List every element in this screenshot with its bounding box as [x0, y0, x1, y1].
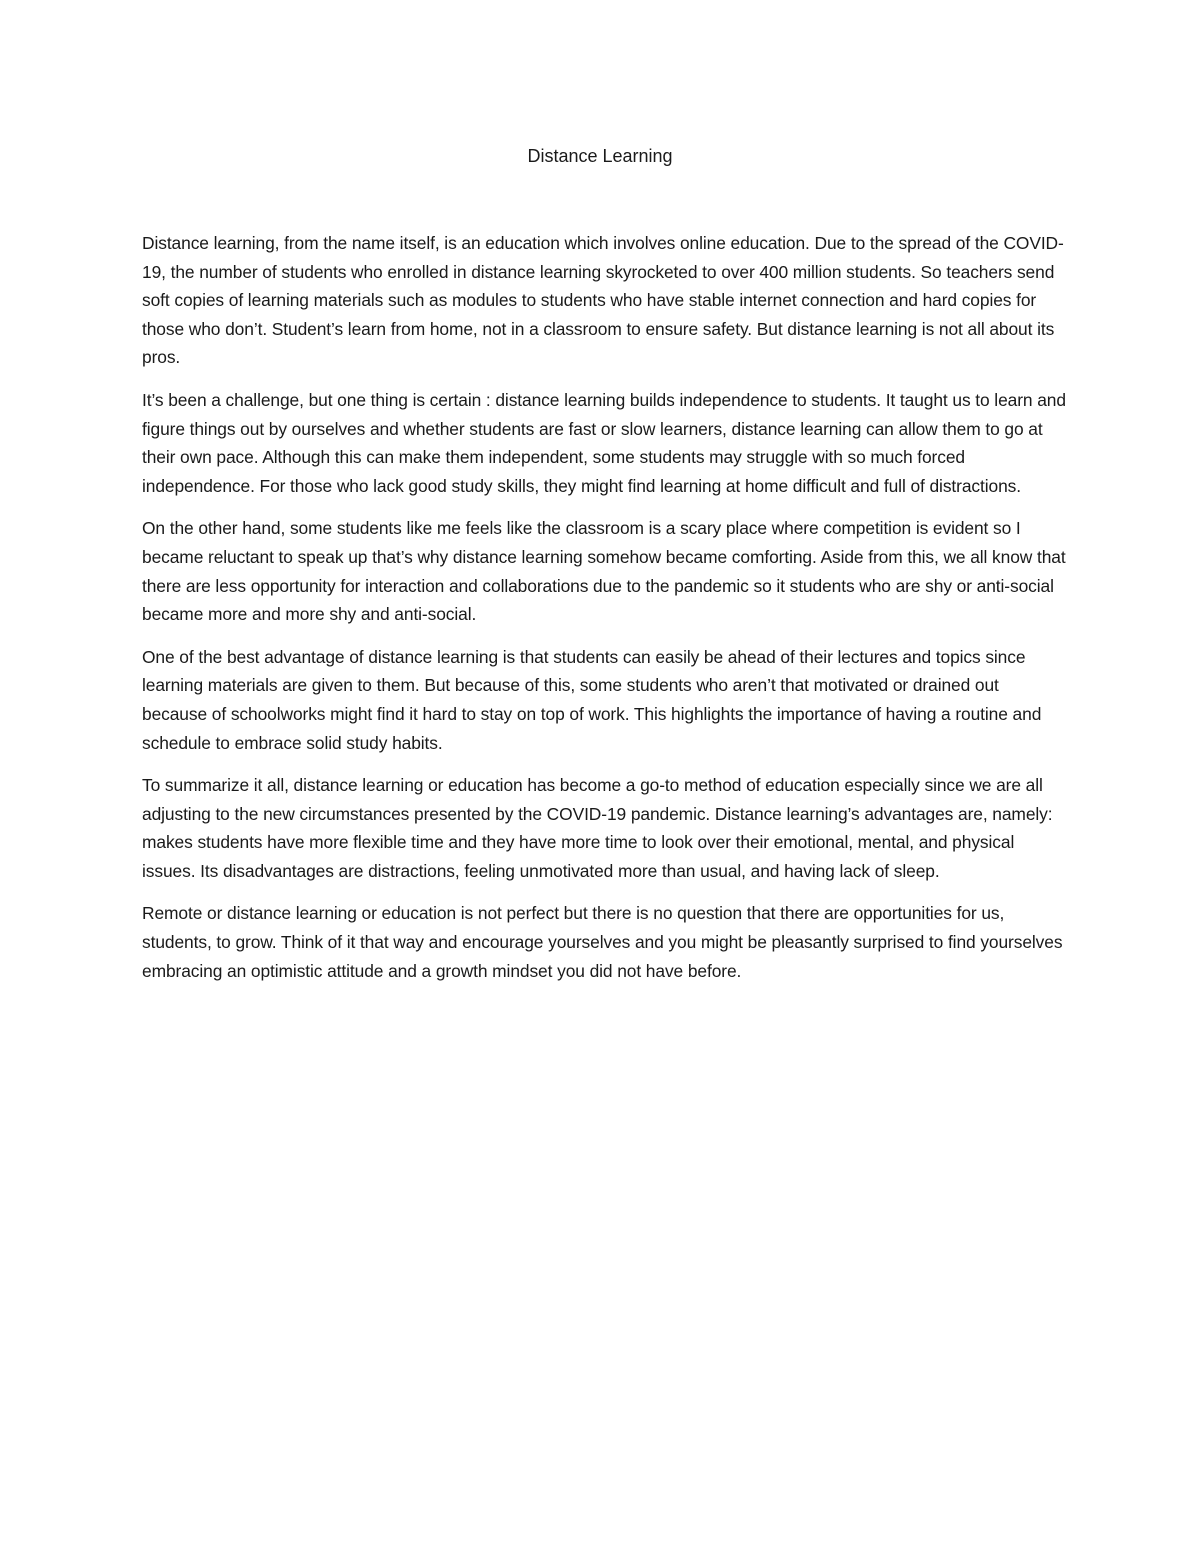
- paragraph-advantage: One of the best advantage of distance learning is that students can easily be ahead of their lectures and topics since learning materials are given to them. But because of this, some students who aren’t that motivated or drained out because of schoolworks might find it hard to stay on top of work. This highlights the importance of having a routine and schedule to embrace solid study habits.: [142, 646, 1042, 753]
- paragraph-independence: It’s been a challenge, but one thing is certain : distance learning builds independence to students. It taught us to learn and figure things out by ourselves and whether students are fast or slow learners, distance learning can allow them to go at their own pace. Although this can make them independent, some students may struggle with so much forced independence. For those who lack good study skills, they might find learning at home difficult and full of distractions.: [142, 389, 1066, 496]
- document-body: [142, 229, 1067, 999]
- paragraph-conclusion: Remote or distance learning or education is not perfect but there is no question that there are opportunities for us, students, to grow. Think of it that way and encourage yourselves and you might be pleasantly surprised to find yourselves embracing an optimistic attitude and a growth mindset you did not have before.: [142, 903, 1063, 981]
- paragraph-intro: Distance learning, from the name itself, is an education which involves online education. Due to the spread of the COVID-19, the number of students who enrolled in distance learning skyrocketed to over 400 million students. So teachers send soft copies of learning materials such as modules to students who have stable internet connection and hard copies for those who don’t. Student’s learn from home, not in a classroom to ensure safety. But distance learning is not all about its pros.: [142, 233, 1064, 368]
- document-title: Distance Learning: [527, 146, 673, 166]
- paragraph-summary: To summarize it all, distance learning or education has become a go-to method of education especially since we are all adjusting to the new circumstances presented by the COVID-19 pandemic. Distance learning’s advantages are, namely: makes students have more flexible time and they have more time to look over their emotional, mental, and physical issues. Its disadvantages are distractions, feeling unmotivated more than usual, and having lack of sleep.: [142, 775, 1053, 881]
- paragraph-other-hand: On the other hand, some students like me feels like the classroom is a scary place where competition is evident so I became reluctant to speak up that’s why distance learning somehow became comforting. Aside from this, we all know that there are less opportunity for interaction and collaborations due to the pandemic so it students who are shy or anti-social became more and more shy and anti-social.: [142, 518, 1066, 625]
